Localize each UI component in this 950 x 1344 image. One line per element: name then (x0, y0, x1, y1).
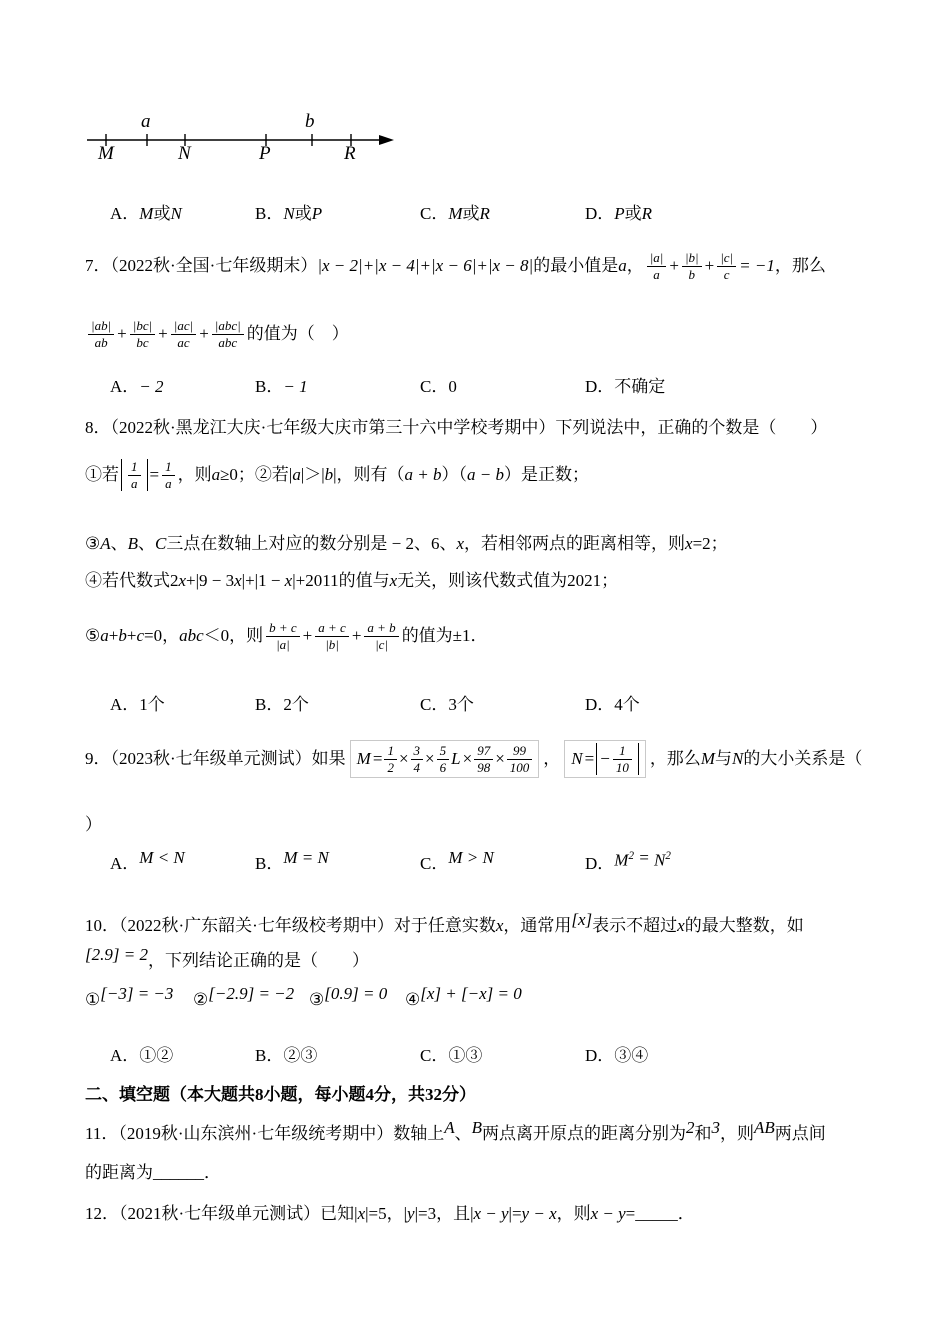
text-segment: 或 (462, 204, 480, 223)
text-segment: ，通常用 (503, 916, 572, 935)
text-segment: |=5，| (365, 1204, 408, 1223)
text-segment: 的距离为______． (85, 1163, 221, 1182)
text-segment: |= (508, 1204, 522, 1223)
text-segment: y − x (521, 1204, 557, 1223)
text-segment: a − b (467, 465, 505, 484)
text-segment: + (117, 324, 127, 343)
text-segment: ④ (405, 990, 421, 1009)
text-segment: + (669, 256, 679, 275)
numberline-axis (85, 110, 405, 174)
text-segment: + (199, 324, 209, 343)
q9-option-c (420, 848, 585, 876)
text-segment: $\frac{99}{100}$ (507, 743, 533, 775)
text-segment: C (155, 534, 167, 553)
text-segment: ③ (85, 534, 101, 553)
text-segment: A (444, 1118, 455, 1137)
option: A．1个 (110, 695, 165, 714)
text-segment: N (283, 204, 295, 223)
text-segment: 两点离开原点的距离分别为 (481, 1124, 686, 1143)
text-segment: L (451, 749, 461, 768)
text-segment: |x − 2|+|x − 4|+|x − 6|+|x − 8| (317, 256, 534, 275)
text-segment: =0， (143, 626, 180, 645)
text-segment: [−2.9] = −2 (208, 984, 295, 1003)
text-segment: 的最大整数，如 (684, 916, 804, 935)
section-2-header (85, 1083, 476, 1107)
text-segment: a (211, 465, 221, 484)
text-segment: b (324, 465, 334, 484)
q10-items-row (85, 984, 725, 1012)
q6-numberline-figure (85, 110, 405, 174)
option: B．2个 (255, 695, 309, 714)
text-segment: a + b (404, 465, 442, 484)
q8-number-source: 8．（2022秋·黑龙江大庆·七年级大庆市第三十六中学校考期中）下列说法中，正确的个数是（ ） (85, 418, 828, 437)
text-segment: 、 (110, 534, 128, 553)
q9-options-row (85, 850, 910, 879)
option: B．②③ (255, 1046, 318, 1065)
section-2-title: 二、填空题（本大题共8小题，每小题4分，共32分） (85, 1085, 476, 1104)
text-segment: $\frac{|bc|}{bc}$ (130, 318, 155, 350)
text-segment: $\frac{1}{a}$ (162, 459, 175, 491)
text-segment: [2.9] = 2 (85, 945, 148, 964)
q6-options-row (85, 202, 910, 226)
text-segment: $\frac{|a|}{a}$ (647, 250, 667, 282)
text-segment: M (139, 204, 154, 223)
q10-item-1 (85, 984, 193, 1012)
option: D．4个 (585, 695, 640, 714)
text-segment: ，则 (556, 1204, 591, 1223)
q11-number-source: 11．（2019秋·山东滨州·七年级统考期中）数轴上 (85, 1124, 445, 1143)
text-segment: 表示不超过 (592, 916, 678, 935)
q12-stem (85, 1202, 695, 1226)
text-segment: B (127, 534, 139, 553)
text-segment: +|9 − 3 (186, 571, 235, 590)
option-letter: A． (110, 377, 140, 396)
option-letter: D． (585, 204, 615, 223)
text-segment: R (641, 204, 653, 223)
text-segment: 或 (294, 204, 312, 223)
text-segment: [0.9] = 0 (324, 984, 388, 1003)
q7-option-d (585, 375, 910, 399)
text-segment: 不确定 (614, 377, 666, 396)
option: C．3个 (420, 695, 474, 714)
text-segment: $\frac{3}{4}$ (411, 743, 424, 775)
q10-option-a (110, 1044, 255, 1068)
text-segment: R (479, 204, 490, 223)
text-segment: ⑤ (85, 626, 101, 645)
q8-option-a (110, 693, 255, 717)
text-segment: [−3] = −3 (100, 984, 174, 1003)
text-segment: $\frac{\text{|abc|}}{\text{abc}}$ (212, 318, 244, 350)
q8-item-1-2 (85, 448, 589, 502)
q7-stem-line1 (85, 240, 826, 292)
text-segment: ，那么 (774, 256, 826, 275)
text-segment: ，下列结论正确的是（ ） (147, 951, 369, 970)
point-label-a: a (141, 111, 151, 132)
text-segment: b (118, 626, 127, 645)
q6-option-d (585, 202, 910, 226)
text-segment: ① (85, 990, 101, 1009)
text-segment: x − y (590, 1204, 626, 1223)
text-segment: + (108, 626, 119, 645)
text-segment: 三点在数轴上对应的数分别是 − 2、6、 (166, 534, 457, 553)
q8-option-d (585, 693, 910, 717)
q10-options-row (85, 1044, 910, 1068)
text-segment: $\frac{b + c}{|a|}$ (266, 620, 300, 652)
q8-item-3 (85, 532, 728, 556)
q6-option-b (255, 202, 420, 226)
q8-item-5 (85, 608, 488, 664)
text-segment: ，若相邻两点的距离相等，则 (464, 534, 686, 553)
text-segment: 或 (153, 204, 171, 223)
q7-options-row (85, 375, 910, 399)
text-segment: 、 (138, 534, 156, 553)
text-segment: N (571, 749, 583, 768)
text-segment: ）（ (441, 465, 468, 484)
text-segment: |+|1 − (241, 571, 285, 590)
text-segment: $N^2$ (653, 850, 671, 870)
text-segment: M < N (139, 848, 185, 868)
option: D．③④ (585, 1046, 649, 1065)
option-letter: A． (110, 854, 140, 874)
q9-stem-line2 (85, 813, 102, 837)
option-letter: B． (255, 204, 284, 223)
text-segment: N (731, 749, 744, 768)
q7-option-a (110, 375, 255, 399)
text-segment: ，则 (719, 1124, 754, 1143)
q8-item-4 (85, 569, 618, 593)
text-segment: = (149, 465, 160, 484)
point-label-m: M (98, 143, 114, 164)
text-segment: x (495, 916, 504, 935)
option-letter: C． (420, 377, 449, 396)
text-segment: × (462, 749, 473, 768)
arrowhead-icon (379, 135, 394, 145)
text-segment: M > N (448, 848, 494, 868)
option-letter: B． (255, 377, 284, 396)
text-segment: 的最小值是 (533, 256, 619, 275)
q8-options-row (85, 693, 910, 717)
q12-number-source: 12．（2021秋·七年级单元测试）已知| (85, 1204, 358, 1223)
text-segment: M (700, 749, 715, 768)
text-segment: + (704, 256, 715, 275)
q7-option-b (255, 375, 420, 399)
text-segment: $\frac{|ab|}{ab}$ (88, 318, 114, 350)
text-segment: 2 (685, 1118, 695, 1137)
text-segment: P (614, 204, 625, 223)
text-segment: [x] (571, 910, 593, 929)
text-segment: ，那么 (649, 749, 701, 768)
text-segment: 与 (714, 749, 732, 768)
text-segment: 3 (711, 1118, 720, 1137)
q8-option-c (420, 693, 585, 717)
text-segment: 的值为±1． (401, 626, 488, 645)
text-segment: 的值为（ ） (246, 324, 349, 343)
text-segment: ， (626, 256, 644, 275)
text-segment: + (351, 626, 362, 645)
text-segment: ，则 (177, 465, 212, 484)
text-segment: =_____． (625, 1204, 695, 1223)
text-segment: ≥0；②若| (220, 465, 293, 484)
q11-stem-line2 (85, 1161, 221, 1185)
option-letter: B． (255, 854, 284, 874)
text-segment: |＞| (300, 465, 325, 484)
text-segment: + (126, 626, 137, 645)
text-segment: c (136, 626, 144, 645)
option-letter: D． (585, 854, 615, 874)
q9-option-b (255, 848, 420, 876)
text-segment: x (685, 534, 693, 553)
option-letter: C． (420, 204, 449, 223)
option-letter: A． (110, 204, 140, 223)
text-segment: 、 (454, 1124, 472, 1143)
text-segment: ①若 (85, 465, 119, 484)
option-letter: D． (585, 377, 615, 396)
text-segment (564, 740, 646, 778)
text-segment: ， (543, 749, 561, 768)
text-segment: = (633, 848, 654, 868)
text-segment (121, 459, 148, 491)
text-segment: a (292, 465, 301, 484)
text-segment: P (311, 204, 323, 223)
text-segment: A (100, 534, 111, 553)
text-segment: x (178, 571, 187, 590)
text-segment: $M^2$ (614, 850, 634, 870)
q9-option-d (585, 850, 910, 879)
text-segment: − 1 (283, 377, 308, 396)
text-segment: M (356, 749, 371, 768)
text-segment: = (372, 749, 383, 768)
q7-stem-line2 (85, 308, 349, 360)
q10-number-source: 10．（2022秋·广东韶关·七年级校考期中）对于任意实数 (85, 916, 496, 935)
text-segment: $\frac{1}{10}$ (613, 743, 632, 775)
text-segment: x (456, 534, 465, 553)
point-label-b: b (305, 111, 315, 132)
text-segment: [x] + [−x] = 0 (420, 984, 522, 1003)
text-segment: ③ (309, 990, 325, 1009)
point-label-n: N (178, 143, 191, 164)
q9-option-a (110, 848, 255, 876)
q10-stem-line2 (85, 945, 369, 973)
q10-option-d (585, 1044, 910, 1068)
option: A．①② (110, 1046, 174, 1065)
text-segment: 0 (448, 377, 457, 396)
text-segment: $\frac{|b|}{b}$ (682, 250, 702, 282)
text-segment: a (618, 256, 627, 275)
q9-number-source: 9．（2023秋·七年级单元测试）如果 (85, 749, 346, 768)
q10-stem-line1 (85, 910, 804, 938)
q10-option-b (255, 1044, 420, 1068)
q7-number-source: 7．（2022秋·全国·七年级期末） (85, 256, 318, 275)
text-segment: y (407, 1204, 415, 1223)
text-segment: AB (753, 1118, 775, 1137)
point-label-r: R (344, 143, 356, 164)
text-segment (350, 740, 540, 778)
text-segment: |=3，且| (414, 1204, 474, 1223)
text-segment: ＜0，则 (203, 626, 264, 645)
q11-stem-line1 (85, 1118, 826, 1146)
text-segment: $\frac{1}{2}$ (384, 743, 397, 775)
text-segment: ④若代数式2 (85, 571, 179, 590)
q8-option-b (255, 693, 420, 717)
text-segment: 的大小关系是（ (743, 749, 863, 768)
text-segment: x (389, 571, 398, 590)
text-segment: |+2011的值与 (292, 571, 390, 590)
text-segment: abc (179, 626, 204, 645)
text-segment: + (302, 626, 313, 645)
text-segment: 两点间 (774, 1124, 826, 1143)
q10-item-4 (405, 984, 725, 1012)
text-segment: =2； (692, 534, 728, 553)
text-segment: × (425, 749, 435, 768)
text-segment: $\frac{97}{98}$ (474, 743, 493, 775)
text-segment: $\frac{|ac|}{ac}$ (171, 318, 196, 350)
text-segment: x (234, 571, 242, 590)
text-segment: $\frac{a + c}{|b|}$ (315, 620, 349, 652)
q10-item-3 (309, 984, 405, 1012)
text-segment: ） (85, 815, 102, 834)
text-segment: M = N (283, 848, 329, 868)
text-segment: ② (193, 990, 209, 1009)
option: C．①③ (420, 1046, 483, 1065)
text-segment: 无关，则该代数式值为2021； (397, 571, 619, 590)
option-letter: C． (420, 854, 449, 874)
text-segment: − (600, 749, 610, 768)
text-segment: x (677, 916, 685, 935)
q9-stem-line1 (85, 730, 862, 788)
q7-option-c (420, 375, 585, 399)
q10-option-c (420, 1044, 585, 1068)
text-segment: x (284, 571, 293, 590)
text-segment: a (100, 626, 109, 645)
text-segment: x − y (473, 1204, 509, 1223)
text-segment: − 2 (139, 377, 164, 396)
text-segment: ）是正数； (504, 465, 590, 484)
text-segment: = −1 (739, 256, 775, 275)
text-segment: 和 (694, 1124, 712, 1143)
q10-item-2 (193, 984, 309, 1012)
text-segment: $\frac{a + b}{|c|}$ (364, 620, 398, 652)
text-segment: × (495, 749, 505, 768)
point-label-p: P (259, 143, 271, 164)
text-segment: |，则有（ (333, 465, 405, 484)
text-segment: $\frac{|c|}{c}$ (717, 250, 736, 282)
text-segment: = (584, 749, 595, 768)
text-segment: + (158, 324, 168, 343)
text-segment (596, 743, 639, 775)
q6-option-c (420, 202, 585, 226)
q8-stem (85, 416, 827, 440)
text-segment: $\frac{5}{6}$ (437, 743, 450, 775)
text-segment: × (398, 749, 409, 768)
text-segment: $\frac{1}{a}$ (128, 459, 141, 491)
text-segment: N (170, 204, 182, 223)
text-segment: x (357, 1204, 366, 1223)
text-segment: 或 (624, 204, 642, 223)
text-segment: B (471, 1118, 482, 1137)
text-segment: M (448, 204, 463, 223)
q6-option-a (110, 202, 255, 226)
